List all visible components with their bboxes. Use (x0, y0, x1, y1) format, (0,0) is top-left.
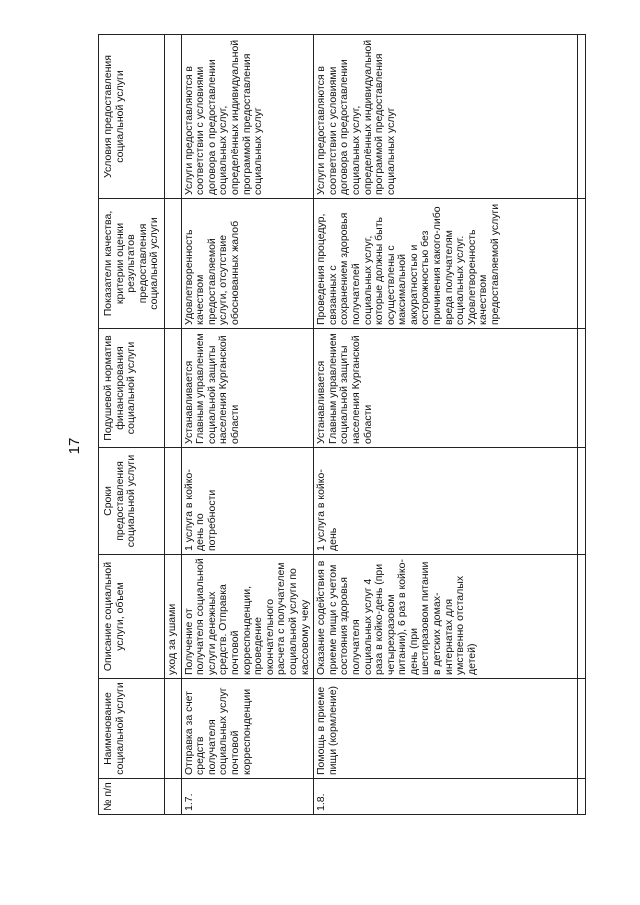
empty-cell (578, 555, 586, 679)
empty-cell (165, 35, 182, 199)
row-quality: Проведения процедур, связанных с сохранением здоровья получателей социальных услуг, которые должны быть осуществлены с максимальной аккуратностью и осторожностью без причинения какого-либо вреда получателям социальных услуг. Удовлетворенность качеством предоставляемой услуги (314, 199, 578, 329)
row-service-name: Помощь в приеме пищи (кормление) (314, 679, 578, 779)
row-terms: 1 услуга в койко-день (314, 448, 578, 555)
header-conditions: Условия предоставления социальной услуги (99, 35, 165, 199)
empty-cell (165, 679, 182, 779)
empty-cell (578, 35, 586, 199)
trailing-blank-row (578, 35, 586, 815)
header-number: № п/п (99, 779, 165, 815)
header-terms: Сроки предоставления социальной услуги (99, 448, 165, 555)
header-norm: Подушевой норматив финансирования социальной услуги (99, 329, 165, 448)
empty-cell (578, 329, 586, 448)
header-description: Описание социальной услуги, объем (99, 555, 165, 679)
row-number: 1.8. (314, 779, 578, 815)
rotated-table-wrapper (98, 35, 578, 815)
table-row (181, 35, 314, 815)
empty-cell (165, 199, 182, 329)
row-description: Оказание содействия в приеме пищи с учетом состояния здоровья получателя социальных услуг 4 раза в койко-день (при четырехразовом питании), 6 раз в койко-день (при шестиразовом питании в детских домах-интернатах для умственно отсталых детей) (314, 555, 578, 679)
row-terms: 1 услуга в койко-день по потребности (181, 448, 314, 555)
empty-cell (165, 448, 182, 555)
row-norm: Устанавливается Главным управлением социальной защиты населения Курганской области (181, 329, 314, 448)
row-number: 1.7. (181, 779, 314, 815)
row-service-name: Отправка за счет средств получателя социальных услуг почтовой корреспонденции (181, 679, 314, 779)
empty-cell (165, 779, 182, 815)
page-number: 17 (65, 437, 83, 455)
table-header-row (99, 35, 165, 815)
section-label: уход за ушами (165, 555, 182, 679)
row-description: Получение от получателя социальной услуги денежных средств. Отправка почтовой корреспонденции, проведение окончательного расчета с получателем социальной услуги по кассовому чеку (181, 555, 314, 679)
empty-cell (578, 779, 586, 815)
empty-cell (578, 679, 586, 779)
row-conditions: Услуги предоставляются в соответствии с условиями договора о предоставлении социальных услуг, определённых индивидуальной программой предоставления социальных услуг (314, 35, 578, 199)
social-services-table (98, 34, 586, 815)
empty-cell (578, 199, 586, 329)
table-row (314, 35, 578, 815)
row-norm: Устанавливается Главным управлением социальной защиты населения Курганской области (314, 329, 578, 448)
empty-cell (165, 329, 182, 448)
header-quality: Показатели качества, критерии оценки результатов предоставления социальной услуги (99, 199, 165, 329)
row-conditions: Услуги предоставляются в соответствии с условиями договора о предоставлении социальных услуг, определённых индивидуальной программой предоставления социальных услуг (181, 35, 314, 199)
row-quality: Удовлетворенность качеством предоставляемой услуги, отсутствие обоснованных жалоб (181, 199, 314, 329)
header-service-name: Наименование социальной услуги (99, 679, 165, 779)
empty-cell (578, 448, 586, 555)
section-label-row (165, 35, 182, 815)
